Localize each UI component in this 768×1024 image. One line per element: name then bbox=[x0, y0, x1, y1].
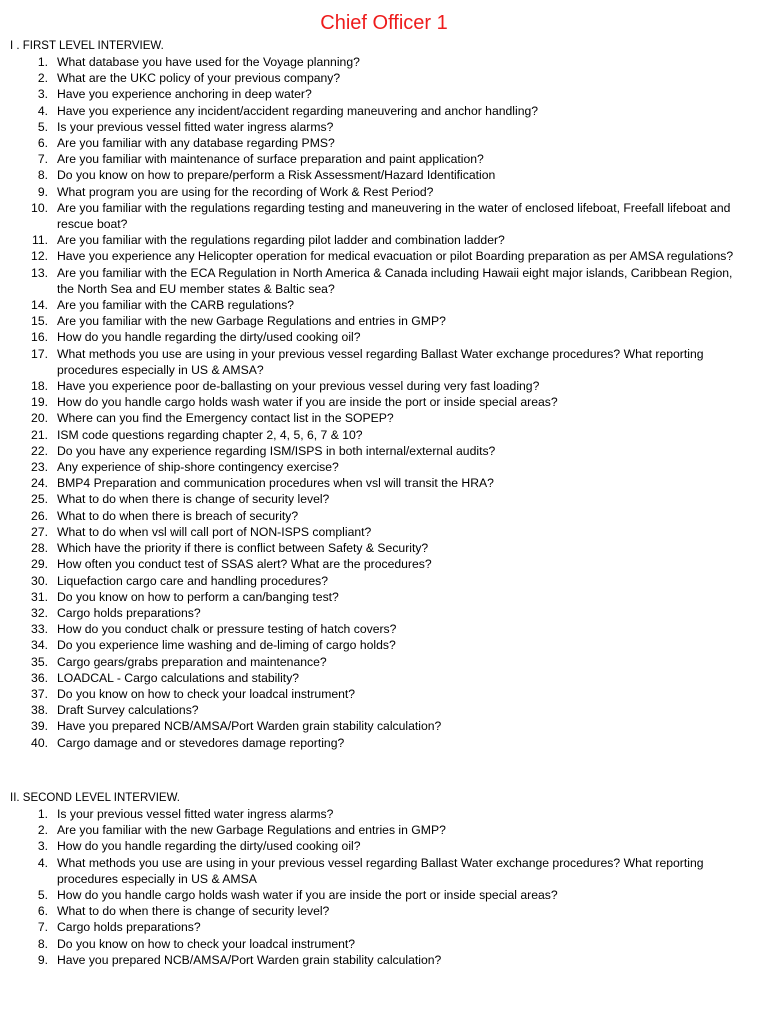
question-text: Do you have any experience regarding ISM/ISPS in both internal/external audits? bbox=[57, 443, 496, 458]
question-item bbox=[0, 151, 760, 167]
question-number: 19. bbox=[31, 395, 48, 410]
question-number: 10. bbox=[31, 200, 48, 215]
question-item bbox=[0, 119, 760, 135]
question-text: What to do when there is breach of security? bbox=[57, 508, 299, 523]
question-number: 20. bbox=[31, 411, 48, 426]
question-item bbox=[0, 491, 760, 507]
question-number: 4. bbox=[37, 103, 48, 118]
question-item bbox=[0, 887, 760, 903]
question-text: Do you know on how to check your loadcal instrument? bbox=[57, 936, 356, 951]
question-item bbox=[0, 573, 760, 589]
question-number: 36. bbox=[31, 670, 48, 685]
question-text: Where can you find the Emergency contact list in the SOPEP? bbox=[57, 411, 394, 426]
question-item bbox=[0, 167, 760, 183]
question-item bbox=[0, 524, 760, 540]
question-number: 23. bbox=[31, 460, 48, 475]
question-number: 17. bbox=[31, 346, 48, 361]
question-text: Do you know on how to check your loadcal instrument? bbox=[57, 686, 356, 701]
question-text: Draft Survey calculations? bbox=[57, 703, 199, 718]
question-number: 27. bbox=[31, 524, 48, 539]
question-text: Which have the priority if there is conflict between Safety & Security? bbox=[57, 541, 429, 556]
document-title: Chief Officer 1 bbox=[320, 12, 448, 34]
question-item bbox=[0, 702, 760, 718]
question-item bbox=[0, 806, 760, 822]
question-item bbox=[0, 556, 760, 572]
question-number: 35. bbox=[31, 654, 48, 669]
question-number: 3. bbox=[37, 87, 48, 102]
question-number: 37. bbox=[31, 686, 48, 701]
question-item bbox=[0, 443, 760, 459]
question-number: 25. bbox=[31, 492, 48, 507]
question-item bbox=[0, 475, 760, 491]
question-number: 7. bbox=[37, 152, 48, 167]
question-item bbox=[0, 378, 760, 394]
question-item bbox=[0, 86, 760, 102]
question-number: 11. bbox=[31, 233, 48, 248]
question-number: 30. bbox=[31, 573, 48, 588]
question-item bbox=[0, 135, 760, 151]
question-item bbox=[0, 605, 760, 621]
question-number: 34. bbox=[31, 638, 48, 653]
question-item bbox=[0, 952, 760, 968]
question-number: 8. bbox=[37, 168, 48, 183]
question-item bbox=[0, 346, 760, 378]
question-number: 39. bbox=[31, 719, 48, 734]
question-item bbox=[0, 903, 760, 919]
question-text: How do you handle cargo holds wash water if you are inside the port or inside special areas? bbox=[57, 888, 558, 903]
question-number: 2. bbox=[37, 71, 48, 86]
question-number: 14. bbox=[31, 298, 48, 313]
question-number: 13. bbox=[31, 265, 48, 280]
question-text: Are you familiar with the regulations regarding testing and maneuvering in the water of enclosed lifeboat, Freefall lifeboat and rescue boat? bbox=[57, 200, 731, 232]
question-item bbox=[0, 184, 760, 200]
question-text: Are you familiar with the new Garbage Regulations and entries in GMP? bbox=[57, 823, 446, 838]
question-item bbox=[0, 735, 760, 751]
question-item bbox=[0, 919, 760, 935]
question-text: Cargo damage and or stevedores damage reporting? bbox=[57, 735, 345, 750]
question-item bbox=[0, 855, 760, 887]
question-number: 9. bbox=[37, 952, 48, 967]
question-item bbox=[0, 297, 760, 313]
question-number: 8. bbox=[37, 936, 48, 951]
question-item bbox=[0, 459, 760, 475]
question-list-second-level bbox=[0, 806, 760, 968]
question-text: How do you handle cargo holds wash water if you are inside the port or inside special areas? bbox=[57, 395, 558, 410]
question-number: 12. bbox=[31, 249, 48, 264]
question-item bbox=[0, 200, 760, 232]
question-text: Are you familiar with the CARB regulations? bbox=[57, 298, 295, 313]
question-number: 32. bbox=[31, 605, 48, 620]
question-text: Is your previous vessel fitted water ingress alarms? bbox=[57, 119, 334, 134]
question-number: 4. bbox=[37, 855, 48, 870]
question-item bbox=[0, 670, 760, 686]
question-item bbox=[0, 103, 760, 119]
question-item bbox=[0, 621, 760, 637]
question-item bbox=[0, 394, 760, 410]
question-number: 38. bbox=[31, 703, 48, 718]
question-text: How do you conduct chalk or pressure testing of hatch covers? bbox=[57, 622, 397, 637]
question-number: 15. bbox=[31, 314, 48, 329]
question-number: 6. bbox=[37, 136, 48, 151]
question-text: Have you experience any Helicopter operation for medical evacuation or pilot Boarding preparation as per AMSA regulations? bbox=[57, 249, 734, 264]
question-text: LOADCAL - Cargo calculations and stability? bbox=[57, 670, 300, 685]
question-text: Cargo gears/grabs preparation and maintenance? bbox=[57, 654, 327, 669]
question-item bbox=[0, 265, 760, 297]
question-text: Any experience of ship-shore contingency exercise? bbox=[57, 460, 339, 475]
question-item bbox=[0, 718, 760, 734]
question-item bbox=[0, 329, 760, 345]
question-number: 40. bbox=[31, 735, 48, 750]
question-number: 31. bbox=[31, 589, 48, 604]
question-text: How do you handle regarding the dirty/used cooking oil? bbox=[57, 839, 361, 854]
question-text: Have you prepared NCB/AMSA/Port Warden grain stability calculation? bbox=[57, 719, 442, 734]
question-item bbox=[0, 589, 760, 605]
question-item bbox=[0, 508, 760, 524]
question-number: 6. bbox=[37, 904, 48, 919]
question-number: 26. bbox=[31, 508, 48, 523]
question-text: Cargo holds preparations? bbox=[57, 920, 201, 935]
question-number: 1. bbox=[37, 55, 48, 69]
question-text: What to do when vsl will call port of NON-ISPS compliant? bbox=[57, 524, 372, 539]
question-text: What to do when there is change of security level? bbox=[57, 492, 330, 507]
question-text: What to do when there is change of security level? bbox=[57, 904, 330, 919]
question-text: Do you know on how to perform a can/banging test? bbox=[57, 589, 339, 604]
question-text: Have you experience anchoring in deep water? bbox=[57, 87, 312, 102]
question-text: How do you handle regarding the dirty/used cooking oil? bbox=[57, 330, 361, 345]
question-number: 7. bbox=[37, 920, 48, 935]
question-number: 9. bbox=[37, 184, 48, 199]
question-text: Are you familiar with maintenance of surface preparation and paint application? bbox=[57, 152, 484, 167]
question-text: How often you conduct test of SSAS alert? What are the procedures? bbox=[57, 557, 432, 572]
question-text: Do you know on how to prepare/perform a Risk Assessment/Hazard Identification bbox=[57, 168, 496, 183]
question-item bbox=[0, 248, 760, 264]
question-text: Have you prepared NCB/AMSA/Port Warden grain stability calculation? bbox=[57, 952, 442, 967]
question-item bbox=[0, 654, 760, 670]
question-number: 33. bbox=[31, 622, 48, 637]
question-number: 16. bbox=[31, 330, 48, 345]
question-text: Are you familiar with the ECA Regulation in North America & Canada including Hawaii eight major islands, Caribbean Region, the North Sea and EU member states & Baltic sea? bbox=[57, 265, 733, 296]
question-number: 5. bbox=[37, 888, 48, 903]
question-item bbox=[0, 232, 760, 248]
question-text: Are you familiar with the regulations regarding pilot ladder and combination ladder? bbox=[57, 233, 505, 248]
question-number: 1. bbox=[37, 807, 48, 821]
question-item bbox=[0, 822, 760, 838]
question-text: What methods you use are using in your previous vessel regarding Ballast Water exchange procedures? What reporting procedures especially in US & AMSA? bbox=[57, 346, 704, 377]
question-item bbox=[0, 637, 760, 653]
question-text: Have you experience any incident/accident regarding maneuvering and anchor handling? bbox=[57, 103, 539, 118]
question-text: What program you are using for the recording of Work & Rest Period? bbox=[57, 184, 434, 199]
question-number: 2. bbox=[37, 823, 48, 838]
question-number: 29. bbox=[31, 557, 48, 572]
question-number: 18. bbox=[31, 379, 48, 394]
question-text: Liquefaction cargo care and handling procedures? bbox=[57, 573, 329, 588]
question-item bbox=[0, 70, 760, 86]
question-list-first-level bbox=[0, 54, 760, 751]
section-heading-second-level: II. SECOND LEVEL INTERVIEW. bbox=[10, 792, 180, 804]
question-text: Is your previous vessel fitted water ingress alarms? bbox=[57, 807, 334, 821]
question-text: ISM code questions regarding chapter 2, 4, 5, 6, 7 & 10? bbox=[57, 427, 363, 442]
question-number: 28. bbox=[31, 541, 48, 556]
question-item bbox=[0, 686, 760, 702]
section-heading-first-level: I . FIRST LEVEL INTERVIEW. bbox=[10, 40, 164, 52]
question-text: Are you familiar with any database regarding PMS? bbox=[57, 136, 335, 151]
question-text: Do you experience lime washing and de-liming of cargo holds? bbox=[57, 638, 396, 653]
question-text: BMP4 Preparation and communication procedures when vsl will transit the HRA? bbox=[57, 476, 494, 491]
question-item bbox=[0, 540, 760, 556]
question-text: Cargo holds preparations? bbox=[57, 605, 201, 620]
question-text: Are you familiar with the new Garbage Regulations and entries in GMP? bbox=[57, 314, 446, 329]
question-number: 22. bbox=[31, 443, 48, 458]
question-number: 21. bbox=[31, 427, 48, 442]
question-text: Have you experience poor de-ballasting on your previous vessel during very fast loading? bbox=[57, 379, 540, 394]
question-item bbox=[0, 54, 760, 70]
question-item bbox=[0, 838, 760, 854]
question-number: 24. bbox=[31, 476, 48, 491]
question-item bbox=[0, 427, 760, 443]
question-number: 5. bbox=[37, 119, 48, 134]
question-number: 3. bbox=[37, 839, 48, 854]
question-item bbox=[0, 313, 760, 329]
question-text: What methods you use are using in your previous vessel regarding Ballast Water exchange procedures? What reporting procedures especially in US & AMSA bbox=[57, 855, 704, 886]
question-item bbox=[0, 936, 760, 952]
question-text: What database you have used for the Voyage planning? bbox=[57, 55, 360, 69]
question-text: What are the UKC policy of your previous company? bbox=[57, 71, 341, 86]
question-item bbox=[0, 410, 760, 426]
